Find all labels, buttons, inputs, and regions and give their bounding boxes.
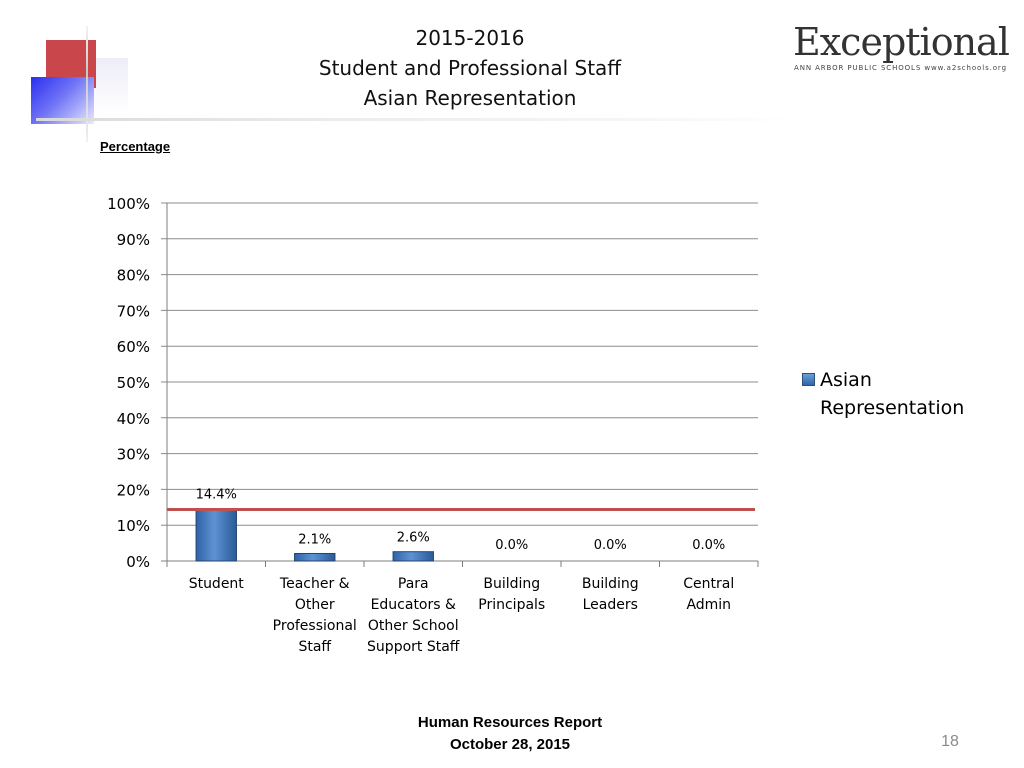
data-label: 0.0% xyxy=(593,538,627,553)
data-label: 14.4% xyxy=(195,487,237,503)
x-category-label: Student xyxy=(188,576,244,592)
y-tick-label: 40% xyxy=(116,409,150,428)
title-line-2: Student and Professional Staff xyxy=(318,56,622,80)
y-tick-label: 60% xyxy=(116,338,150,357)
footer-report-name: Human Resources Report xyxy=(417,714,603,731)
bar xyxy=(393,552,433,561)
y-tick-label: 90% xyxy=(116,230,150,249)
y-tick-label: 30% xyxy=(116,445,150,464)
y-tick-label: 0% xyxy=(126,553,150,571)
x-category-label: Building xyxy=(483,576,541,592)
x-category-label: Other School xyxy=(367,618,459,634)
x-category-label: Building xyxy=(581,576,639,592)
y-tick-label: 80% xyxy=(116,266,150,285)
logo-tagline: ANN ARBOR PUBLIC SCHOOLS www.a2schools.org xyxy=(794,64,1007,72)
title-line-1: 2015-2016 xyxy=(415,26,525,50)
logo-wordmark: Exceptional xyxy=(793,20,1009,64)
x-category-label: Principals xyxy=(478,597,546,613)
data-label: 0.0% xyxy=(692,538,726,553)
x-category-label: Para xyxy=(397,576,429,592)
x-category-label: Educators & xyxy=(370,597,456,613)
y-tick-label: 10% xyxy=(116,517,150,536)
bar xyxy=(196,509,236,561)
x-category-label: Central xyxy=(683,576,735,592)
legend-label: Asian Representation xyxy=(820,369,965,419)
bar xyxy=(295,553,335,561)
x-category-label: Leaders xyxy=(582,597,638,613)
x-category-label: Support Staff xyxy=(367,639,460,655)
percentage-subheading: Percentage xyxy=(100,139,171,154)
data-label: 2.6% xyxy=(396,530,430,546)
y-tick-label: 100% xyxy=(107,195,150,213)
y-tick-label: 20% xyxy=(116,481,150,500)
x-category-label: Teacher & xyxy=(279,576,350,592)
footer-report-date: October 28, 2015 xyxy=(449,736,571,753)
x-category-label: Other xyxy=(294,597,335,613)
page-number: 18 xyxy=(941,733,959,750)
data-label: 0.0% xyxy=(495,538,529,553)
y-tick-label: 50% xyxy=(116,374,150,392)
y-tick-label: 70% xyxy=(116,302,150,321)
x-category-label: Professional xyxy=(272,618,357,634)
legend-swatch xyxy=(802,373,815,386)
x-category-label: Admin xyxy=(686,597,732,613)
title-line-3: Asian Representation xyxy=(363,86,577,110)
x-category-label: Staff xyxy=(298,639,332,655)
data-label: 2.1% xyxy=(298,532,332,548)
